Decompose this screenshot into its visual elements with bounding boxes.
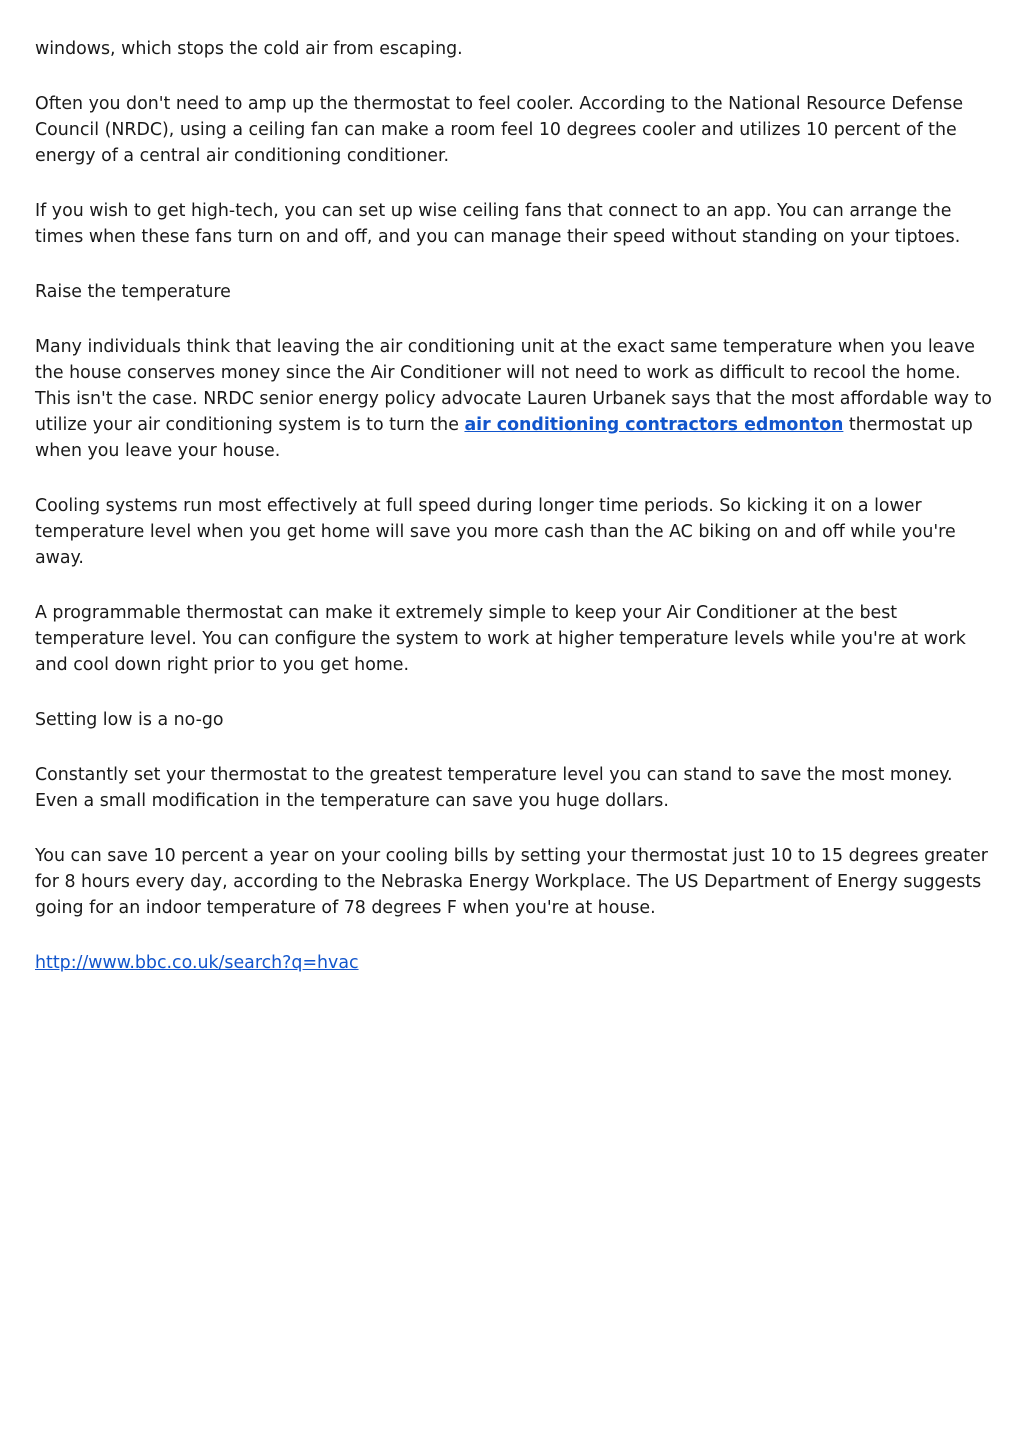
source-link-paragraph: [35, 950, 995, 976]
paragraph-ceiling-fan: Often you don't need to amp up the thermostat to feel cooler. According to the National Resource Defense Council (NRDC), using a ceiling fan can make a room feel 10 degrees cooler and utilizes 10 percent of the energy of a central air conditioning conditioner.: [35, 94, 964, 166]
paragraph-highest-temperature: Constantly set your thermostat to the greatest temperature level you can stand to save the most money. Even a small modification in the temperature can save you huge dollars.: [35, 765, 953, 811]
paragraph-cooling-systems: Cooling systems run most effectively at full speed during longer time periods. So kicking it on a lower temperature level when you get home will save you more cash than the AC biking on and off while you're away.: [35, 496, 956, 568]
paragraph-save-percent: You can save 10 percent a year on your cooling bills by setting your thermostat just 10 to 15 degrees greater for 8 hours every day, according to the Nebraska Energy Workplace. The US Department of Energy suggests going for an indoor temperature of 78 degrees F when you're at house.: [35, 846, 988, 918]
paragraph-leaving-house: [35, 334, 995, 464]
paragraph-programmable-thermostat: A programmable thermostat can make it extremely simple to keep your Air Conditioner at the best temperature level. You can configure the system to work at higher temperature levels while you're at work and cool down right prior to you get home.: [35, 603, 966, 675]
source-link[interactable]: http://www.bbc.co.uk/search?q=hvac: [35, 953, 359, 973]
document-page: [35, 36, 995, 1005]
paragraph-text-before-link: Many individuals think that leaving the air conditioning unit at the exact same temperature when you leave the house conserves money since the Air Conditioner will not need to work as difficult to recool the home. This isn't the case. NRDC senior energy policy advocate Lauren Urbanek says that the most affordable way to utilize your air conditioning system is to turn the: [35, 337, 992, 435]
paragraph-smart-fans: If you wish to get high-tech, you can set up wise ceiling fans that connect to an app. You can arrange the times when these fans turn on and off, and you can manage their speed without standing on your tiptoes.: [35, 201, 961, 247]
heading-setting-low: Setting low is a no-go: [35, 710, 224, 730]
contractors-link[interactable]: air conditioning contractors edmonton: [464, 415, 844, 435]
heading-raise-temperature: Raise the temperature: [35, 282, 231, 302]
paragraph-windows: windows, which stops the cold air from escaping.: [35, 39, 463, 59]
paragraph-text-after-link: thermostat up when you leave your house.: [35, 415, 973, 461]
